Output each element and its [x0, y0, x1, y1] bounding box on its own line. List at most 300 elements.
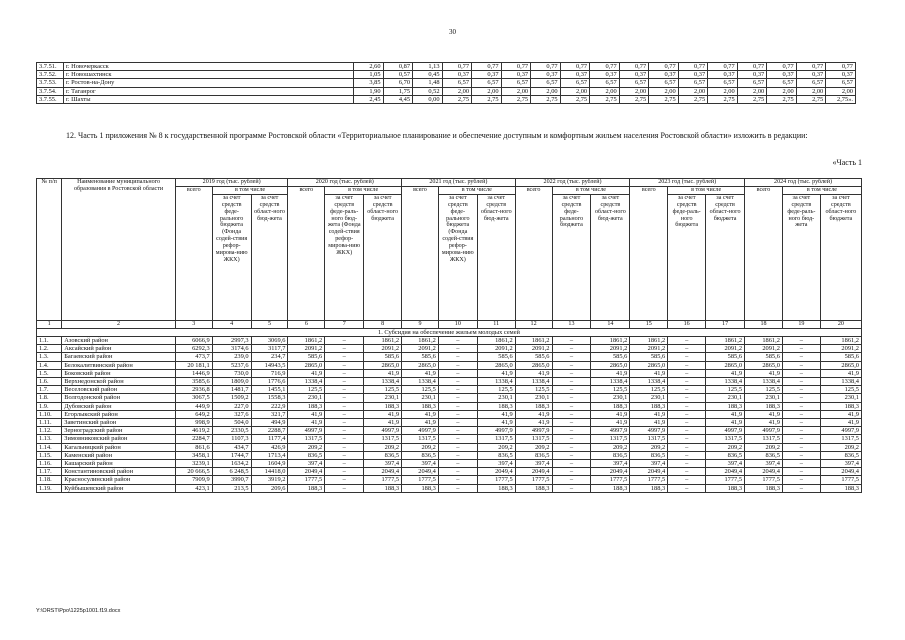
value-cell: 41,9 [820, 418, 861, 426]
rate-cell: 6,57 [619, 79, 649, 87]
value-cell: 397,4 [477, 459, 515, 467]
value-cell: 209,2 [745, 443, 783, 451]
rate-cell: 0,37 [590, 71, 620, 79]
value-cell: – [325, 418, 364, 426]
column-number: 3 [175, 320, 212, 328]
value-cell: 230,1 [591, 394, 630, 402]
header-row [37, 179, 862, 187]
value-cell: 2865,0 [402, 361, 439, 369]
value-cell: 2091,2 [515, 345, 552, 353]
value-cell: 2049,4 [591, 468, 630, 476]
value-cell: 2091,2 [630, 345, 668, 353]
value-cell: – [552, 459, 591, 467]
value-cell: 125,5 [745, 386, 783, 394]
value-cell: – [552, 484, 591, 492]
value-cell: – [325, 451, 364, 459]
rate-cell: 0,77 [678, 63, 708, 71]
value-cell: – [782, 435, 820, 443]
header-including: в том числе [668, 186, 745, 194]
rate-cell: 2,75 [472, 95, 502, 103]
header-total: всего [288, 186, 325, 320]
row-code: 3.7.53. [37, 79, 64, 87]
column-number: 10 [438, 320, 477, 328]
value-cell: 397,4 [288, 459, 325, 467]
value-cell: 1338,4 [288, 377, 325, 385]
table-row [37, 443, 862, 451]
rate-cell: 1,90 [354, 87, 384, 95]
file-path: Y:\ORST\Ppo\1225p1001.f19.docx [36, 608, 121, 614]
city-name: г. Ростов-на-Дону [64, 79, 354, 87]
value-cell: 6292,3 [175, 345, 212, 353]
value-cell: 188,3 [706, 402, 745, 410]
value-cell: 2049,4 [288, 468, 325, 476]
rate-cell: 2,00 [796, 87, 826, 95]
rate-cell: 0,77 [590, 63, 620, 71]
header-total: всего [630, 186, 668, 320]
table-row [37, 410, 862, 418]
value-cell: – [668, 451, 706, 459]
rate-cell: 0,45 [413, 71, 443, 79]
value-cell: 41,9 [364, 410, 402, 418]
rate-cell: 2,75 [796, 95, 826, 103]
value-cell: – [438, 394, 477, 402]
column-number: 8 [364, 320, 402, 328]
value-cell: – [552, 377, 591, 385]
value-cell: – [782, 353, 820, 361]
value-cell: 188,3 [820, 402, 861, 410]
rate-cell: 2,75 [560, 95, 590, 103]
value-cell: 209,2 [364, 443, 402, 451]
row-code: 1.17. [37, 468, 62, 476]
table-row [37, 468, 862, 476]
value-cell: 4997,9 [515, 427, 552, 435]
value-cell: 125,5 [591, 386, 630, 394]
city-name: г. Новошахтинск [64, 71, 354, 79]
header-regional: за счет средств област-ного бюд-жета [591, 194, 630, 320]
value-cell: – [782, 402, 820, 410]
value-cell: 1317,5 [745, 435, 783, 443]
value-cell: 1861,2 [630, 336, 668, 344]
value-cell: 4619,2 [175, 427, 212, 435]
header-year: 2020 год (тыс. рублей) [288, 179, 402, 187]
value-cell: 434,7 [212, 443, 251, 451]
value-cell: 836,5 [515, 451, 552, 459]
value-cell: 41,9 [745, 369, 783, 377]
rate-cell: 6,57 [649, 79, 679, 87]
value-cell: 836,5 [630, 451, 668, 459]
value-cell: 3919,2 [251, 476, 288, 484]
value-cell: – [325, 336, 364, 344]
value-cell: 125,5 [364, 386, 402, 394]
value-cell: 188,3 [591, 402, 630, 410]
value-cell: 41,9 [477, 369, 515, 377]
rate-cell: 2,75 [619, 95, 649, 103]
city-name: г. Шахты [64, 95, 354, 103]
value-cell: – [782, 386, 820, 394]
value-cell: 2091,2 [706, 345, 745, 353]
value-cell: 4997,9 [288, 427, 325, 435]
value-cell: – [552, 369, 591, 377]
value-cell: 1317,5 [820, 435, 861, 443]
value-cell: 3990,7 [212, 476, 251, 484]
header-regional: за счет средств област-ного бюджета [706, 194, 745, 320]
value-cell: 1861,2 [288, 336, 325, 344]
value-cell: 2091,2 [288, 345, 325, 353]
rate-cell: 0,37 [619, 71, 649, 79]
rate-cell: 0,37 [678, 71, 708, 79]
value-cell: 188,3 [477, 402, 515, 410]
district-name: Заветинский район [62, 418, 176, 426]
value-cell: – [438, 377, 477, 385]
value-cell: 836,5 [288, 451, 325, 459]
rate-cell: 2,00 [619, 87, 649, 95]
column-number-row [37, 320, 862, 328]
section-row [37, 328, 862, 336]
rate-cell: 6,57 [678, 79, 708, 87]
rate-cell: 2,00 [501, 87, 531, 95]
column-number: 13 [552, 320, 591, 328]
rate-cell: 0,52 [413, 87, 443, 95]
value-cell: 41,9 [591, 410, 630, 418]
value-cell: – [438, 336, 477, 344]
value-cell: 1861,2 [364, 336, 402, 344]
rate-cell: 2,75 [767, 95, 797, 103]
header-num: № п/п [37, 179, 62, 321]
table-row [37, 353, 862, 361]
value-cell: 2330,5 [212, 427, 251, 435]
header-including: в том числе [552, 186, 630, 194]
value-cell: 41,9 [591, 369, 630, 377]
header-name: Наименование муниципального образования в Ростовской области [62, 179, 176, 321]
value-cell: – [668, 386, 706, 394]
value-cell: 188,3 [515, 484, 552, 492]
table-row [37, 63, 856, 71]
value-cell: 836,5 [820, 451, 861, 459]
rate-cell: 1,48 [413, 79, 443, 87]
table-row [37, 484, 862, 492]
value-cell: 125,5 [706, 386, 745, 394]
table-row [37, 79, 856, 87]
value-cell: – [782, 459, 820, 467]
value-cell: 188,3 [630, 402, 668, 410]
value-cell: 2091,2 [820, 345, 861, 353]
value-cell: 3585,6 [175, 377, 212, 385]
row-code: 1.16. [37, 459, 62, 467]
value-cell: – [782, 443, 820, 451]
value-cell: 494,9 [251, 418, 288, 426]
value-cell: – [552, 451, 591, 459]
value-cell: 397,4 [364, 459, 402, 467]
rate-cell: 0,37 [442, 71, 472, 79]
value-cell: 213,5 [212, 484, 251, 492]
value-cell: 397,4 [402, 459, 439, 467]
value-cell: – [782, 345, 820, 353]
value-cell: 2865,0 [706, 361, 745, 369]
value-cell: 1634,2 [212, 459, 251, 467]
value-cell: – [668, 336, 706, 344]
row-code: 1.5. [37, 369, 62, 377]
value-cell: 4997,9 [630, 427, 668, 435]
value-cell: 3239,1 [175, 459, 212, 467]
rate-cell: 0,77 [501, 63, 531, 71]
rate-cell: 0,77 [826, 63, 856, 71]
value-cell: 3458,1 [175, 451, 212, 459]
value-cell: 1861,2 [477, 336, 515, 344]
value-cell: 188,3 [515, 402, 552, 410]
value-cell: 227,0 [212, 402, 251, 410]
value-cell: 41,9 [364, 369, 402, 377]
district-name: Белокалитвинский район [62, 361, 176, 369]
value-cell: 397,4 [591, 459, 630, 467]
value-cell: 2936,8 [175, 386, 212, 394]
rate-cell: 0,37 [767, 71, 797, 79]
value-cell: – [668, 402, 706, 410]
header-including: в том числе [325, 186, 402, 194]
value-cell: 2865,0 [745, 361, 783, 369]
value-cell: 1777,5 [402, 476, 439, 484]
row-code: 1.9. [37, 402, 62, 410]
rate-cell: 0,77 [531, 63, 561, 71]
rate-cell: 1,13 [413, 63, 443, 71]
value-cell: 1558,3 [251, 394, 288, 402]
column-number: 1 [37, 320, 62, 328]
value-cell: – [552, 336, 591, 344]
rate-cell: 0,77 [442, 63, 472, 71]
value-cell: 321,7 [251, 410, 288, 418]
value-cell: 1604,9 [251, 459, 288, 467]
value-cell: 239,0 [212, 353, 251, 361]
rate-cell: 6,57 [767, 79, 797, 87]
header-year: 2024 год (тыс. рублей) [745, 179, 862, 187]
rate-cell: 6,57 [796, 79, 826, 87]
value-cell: 1338,4 [515, 377, 552, 385]
value-cell: 222,9 [251, 402, 288, 410]
value-cell: – [668, 443, 706, 451]
district-name: Азовский район [62, 336, 176, 344]
value-cell: 209,6 [251, 484, 288, 492]
value-cell: – [782, 377, 820, 385]
value-cell: 41,9 [288, 418, 325, 426]
value-cell: – [325, 476, 364, 484]
value-cell: – [552, 443, 591, 451]
value-cell: 188,3 [288, 402, 325, 410]
value-cell: 1861,2 [591, 336, 630, 344]
value-cell: 4997,9 [820, 427, 861, 435]
header-year: 2023 год (тыс. рублей) [630, 179, 745, 187]
table-row [37, 361, 862, 369]
rate-cell: 2,60 [354, 63, 384, 71]
value-cell: – [438, 402, 477, 410]
value-cell: 125,5 [820, 386, 861, 394]
value-cell: 4997,9 [402, 427, 439, 435]
value-cell: 41,9 [477, 418, 515, 426]
rate-cell: 6,57 [560, 79, 590, 87]
value-cell: 836,5 [745, 451, 783, 459]
value-cell: 6066,9 [175, 336, 212, 344]
value-cell: 2865,0 [630, 361, 668, 369]
table-row [37, 394, 862, 402]
header-year: 2019 год (тыс. рублей) [175, 179, 288, 187]
rate-cell: 2,75 [531, 95, 561, 103]
district-name: Багаевский район [62, 353, 176, 361]
value-cell: 1317,5 [364, 435, 402, 443]
value-cell: – [668, 459, 706, 467]
rate-cell: 0,57 [383, 71, 413, 79]
value-cell: 2091,2 [364, 345, 402, 353]
value-cell: – [325, 484, 364, 492]
district-name: Зимовниковский район [62, 435, 176, 443]
header-federal: за счет средств феде-рального бюджета (Фонда содей-ствия рефор-мирова-нию ЖКХ) [438, 194, 477, 320]
value-cell: – [325, 386, 364, 394]
value-cell: 230,1 [288, 394, 325, 402]
value-cell: 14943,5 [251, 361, 288, 369]
value-cell: – [552, 345, 591, 353]
column-number: 5 [251, 320, 288, 328]
value-cell: 836,5 [706, 451, 745, 459]
rate-cell: 6,57 [472, 79, 502, 87]
value-cell: 1317,5 [591, 435, 630, 443]
value-cell: 1455,1 [251, 386, 288, 394]
value-cell: 585,6 [591, 353, 630, 361]
value-cell: 1338,4 [591, 377, 630, 385]
value-cell: 41,9 [706, 369, 745, 377]
rate-cell: 0,77 [767, 63, 797, 71]
value-cell: 2288,7 [251, 427, 288, 435]
value-cell: 716,9 [251, 369, 288, 377]
value-cell: 1776,6 [251, 377, 288, 385]
value-cell: – [325, 402, 364, 410]
table-row [37, 369, 862, 377]
table-row [37, 427, 862, 435]
value-cell: 1338,4 [706, 377, 745, 385]
value-cell: 209,2 [288, 443, 325, 451]
rate-cell: 0,77 [472, 63, 502, 71]
header-federal: за счет средств феде-раль-ного бюджета [668, 194, 706, 320]
page-number: 30 [449, 28, 456, 36]
value-cell: 1713,4 [251, 451, 288, 459]
row-code: 1.1. [37, 336, 62, 344]
value-cell: – [552, 386, 591, 394]
rate-cell: 4,45 [383, 95, 413, 103]
value-cell: 188,3 [591, 484, 630, 492]
top-rates-table [36, 62, 856, 104]
value-cell: 2049,4 [402, 468, 439, 476]
value-cell: 125,5 [288, 386, 325, 394]
rate-cell: 2,00 [737, 87, 767, 95]
value-cell: – [782, 451, 820, 459]
value-cell: 188,3 [477, 484, 515, 492]
rate-cell: 2,00 [649, 87, 679, 95]
header-including: в том числе [438, 186, 515, 194]
value-cell: 188,3 [630, 484, 668, 492]
value-cell: 1509,2 [212, 394, 251, 402]
value-cell: 1317,5 [706, 435, 745, 443]
rate-cell: 2,00 [678, 87, 708, 95]
value-cell: – [438, 345, 477, 353]
value-cell: – [438, 386, 477, 394]
rate-cell: 2,75 [649, 95, 679, 103]
table-row [37, 402, 862, 410]
value-cell: 504,0 [212, 418, 251, 426]
table-row [37, 418, 862, 426]
value-cell: 327,6 [212, 410, 251, 418]
value-cell: – [668, 476, 706, 484]
value-cell: 41,9 [630, 418, 668, 426]
value-cell: 730,0 [212, 369, 251, 377]
value-cell: 41,9 [288, 410, 325, 418]
value-cell: – [668, 345, 706, 353]
value-cell: – [552, 476, 591, 484]
value-cell: – [552, 361, 591, 369]
value-cell: – [782, 394, 820, 402]
value-cell: – [325, 410, 364, 418]
value-cell: – [325, 361, 364, 369]
value-cell: 397,4 [706, 459, 745, 467]
value-cell: 1861,2 [706, 336, 745, 344]
value-cell: 188,3 [745, 402, 783, 410]
value-cell: 998,9 [175, 418, 212, 426]
value-cell: 2865,0 [820, 361, 861, 369]
value-cell: 41,9 [706, 410, 745, 418]
value-cell: 1177,4 [251, 435, 288, 443]
table-row [37, 377, 862, 385]
district-name: Верхнедонской район [62, 377, 176, 385]
value-cell: 41,9 [288, 369, 325, 377]
value-cell: – [552, 468, 591, 476]
value-cell: 188,3 [706, 484, 745, 492]
value-cell: 2049,4 [477, 468, 515, 476]
value-cell: 20 666,5 [175, 468, 212, 476]
column-number: 2 [62, 320, 176, 328]
value-cell: 1317,5 [477, 435, 515, 443]
column-number: 9 [402, 320, 439, 328]
rate-cell: 2,00 [708, 87, 738, 95]
value-cell: – [325, 459, 364, 467]
table-row [37, 95, 856, 103]
rate-cell: 2,75 [442, 95, 472, 103]
value-cell: 836,5 [591, 451, 630, 459]
rate-cell: 1,05 [354, 71, 384, 79]
value-cell: – [325, 369, 364, 377]
value-cell: – [325, 345, 364, 353]
row-code: 1.12. [37, 427, 62, 435]
value-cell: 2049,4 [820, 468, 861, 476]
value-cell: 14418,0 [251, 468, 288, 476]
value-cell: 188,3 [288, 484, 325, 492]
value-cell: 188,3 [364, 484, 402, 492]
rate-cell: 0,00 [413, 95, 443, 103]
column-number: 15 [630, 320, 668, 328]
rate-cell: 1,75 [383, 87, 413, 95]
value-cell: 2049,4 [706, 468, 745, 476]
value-cell: – [438, 451, 477, 459]
rate-cell: 2,45 [354, 95, 384, 103]
value-cell: 397,4 [820, 459, 861, 467]
value-cell: 209,2 [477, 443, 515, 451]
value-cell: – [782, 369, 820, 377]
district-name: Кагальницкий район [62, 443, 176, 451]
value-cell: 1446,9 [175, 369, 212, 377]
value-cell: – [668, 435, 706, 443]
table-row [37, 87, 856, 95]
value-cell: 230,1 [630, 394, 668, 402]
value-cell: 2091,2 [745, 345, 783, 353]
value-cell: 1338,4 [745, 377, 783, 385]
value-cell: 1107,3 [212, 435, 251, 443]
row-code: 1.19. [37, 484, 62, 492]
value-cell: 397,4 [745, 459, 783, 467]
row-code: 1.13. [37, 435, 62, 443]
